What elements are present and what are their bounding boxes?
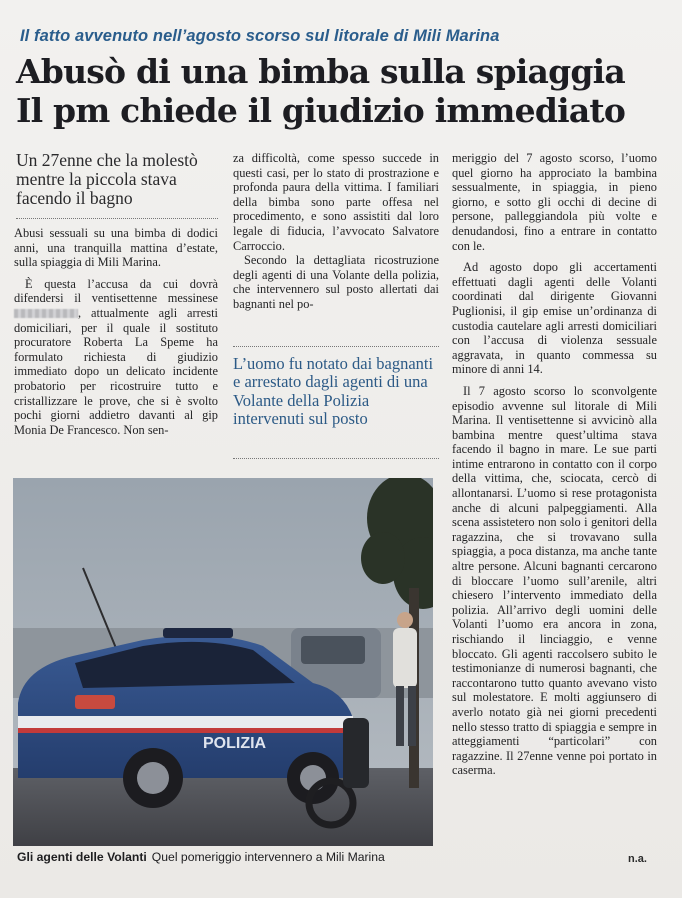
col3-paragraph-2: Ad agosto dopo gli accertamenti effettuati dagli agenti delle Volanti coordinati dal dirigente Giovanni Puglionisi, il gip emise un’ordinanza di custodia cautelare agli arresti domiciliari con l’accusa di violenza sessuale aggravata, in quanto commessa su minore di anni 14. xyxy=(452,260,657,377)
col2-paragraph-1: za difficoltà, come spesso succede in questi casi, per lo stato di prostrazione e profonda paura della vittima. I familiari della bimba sono parte offesa nel procedimento, e sono assistiti dal loro legale di fiducia, l’avvocato Salvatore Carroccio. xyxy=(233,151,439,253)
headline-line-2: Il pm chiede il giudizio immediato xyxy=(16,91,626,130)
col1-paragraph-1: Abusi sessuali su una bimba di dodici anni, una tranquilla mattina d’estate, sulla spiaggia di Mili Marina. xyxy=(14,226,218,270)
pullquote-divider xyxy=(233,346,439,347)
photo-illustration xyxy=(13,478,433,846)
kicker: Il fatto avvenuto nell’agosto scorso sul litorale di Mili Marina xyxy=(20,27,500,45)
headline-line-1: Abusò di una bimba sulla spiaggia xyxy=(16,52,625,91)
photo-caption xyxy=(17,850,437,864)
col2-paragraph-2: Secondo la dettagliata ricostruzione degli agenti di una Volante della polizia, che intervennero sul posto allertati dai bagnanti nel po- xyxy=(233,253,439,311)
col3-paragraph-3: Il 7 agosto scorso lo sconvolgente episodio avvenne sul litorale di Mili Marina. Il ventisettenne si avvicinò alla bambina mentre quest’ultima stava facendo il bagno in mare. Le sue parti intime entrarono in contatto con il corpo della vittima, che, sciocata, cercò di allontanarsi. L’uomo si rese protagonista anche di alcuni palpeggiamenti. Alla scena assistetero non solo i genitori della ragazzina, che si trovavano sulla spiaggia, a poca distanza, ma anche tante altre persone. Alcuni bagnanti cercarono di bloccare l’uomo sull’arenile, altri chiesero l’intervento immediato della polizia. All’arrivo degli uomini delle Volanti l’uomo era ancora in zona, rischiando il linciaggio, e venne bloccato. Gli agenti raccolsero subito le testimonianze di numerosi bagnanti, che raccontarono tutto quanto avevano visto sul molestatore. E molti aggiunsero di averlo notato già nei giorni precedenti nello stesso tratto di spiaggia e sempre in atteggiamenti “particolari” con ragazzine. Il 27enne venne poi portato in caserma. xyxy=(452,383,657,778)
column-3 xyxy=(452,151,657,778)
car-label: POLIZIA xyxy=(203,735,267,752)
deck: Un 27enne che la molestò mentre la piccola stava facendo il bagno xyxy=(16,150,198,208)
police-car-photo xyxy=(13,478,433,846)
column-1 xyxy=(14,226,218,437)
column-2 xyxy=(233,151,439,312)
col3-paragraph-1: meriggio del 7 agosto scorso, l’uomo quel giorno ha approciato la bambina sessualmente, in spiaggia, in pieno giorno, e sotto gli occhi di decine di persone, palleggiandola più volte e denudandosi, fino a entrare in contatto con le. xyxy=(452,151,657,253)
headline xyxy=(16,52,676,130)
col1-paragraph-2-end: , attualmente agli arresti domiciliari, per il quale il sostituto procuratore Roberta La Speme ha formulato richiesta di giudizio immediato dopo un delicato incidente probatorio per ricostruire tutto e cristallizzare le prove, che si è svolto pochi giorni addietro davanti al gip Monia De Francesco. Non sen- xyxy=(14,305,218,437)
caption-text: Quel pomeriggio intervennero a Mili Marina xyxy=(151,850,385,864)
pullquote: L’uomo fu notato dai bagnanti e arrestato dagli agenti di una Volante della Polizia intervenuti sul posto xyxy=(233,354,434,429)
deck-divider xyxy=(16,218,218,219)
col1-paragraph-2-start: È questa l’accusa da cui dovrà difendersi il ventisettenne messinese xyxy=(14,276,218,306)
redacted-name xyxy=(14,309,78,318)
caption-bold: Gli agenti delle Volanti xyxy=(17,850,147,864)
col1-paragraph-2 xyxy=(14,277,218,438)
pullquote-bottom-divider xyxy=(233,458,439,459)
author-signature: n.a. xyxy=(628,853,647,865)
